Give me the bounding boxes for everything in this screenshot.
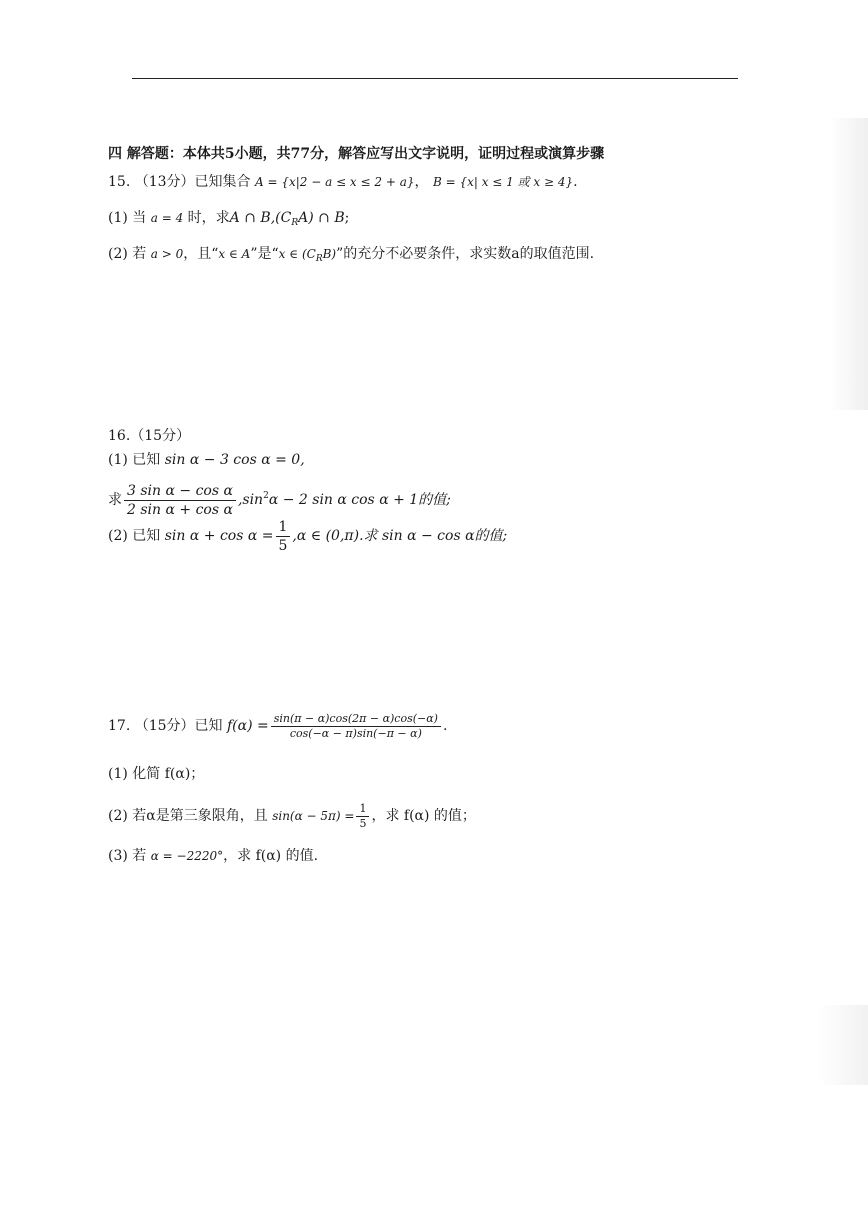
q15-p2-mid2: ”是“: [250, 246, 279, 262]
q17-p2-num: 1: [356, 802, 369, 817]
q15-title: 15. （13分）已知集合: [108, 174, 251, 190]
q15-p1-expr-b: A) ∩ B: [298, 210, 345, 226]
q15-set-a: A = {x|2 − a ≤ x ≤ 2 + a}: [254, 175, 415, 189]
q17-p2-eq: sin(α − 5π) =: [272, 809, 355, 823]
q17-p3-prefix: (3) 若: [108, 848, 147, 864]
q15-p1-mid: 时，求: [187, 210, 230, 226]
q17-part2: [108, 796, 476, 836]
q17-frac-den: cos(−α − π)sin(−π − α): [289, 726, 422, 740]
q16-title: 16.（15分）: [108, 428, 191, 444]
q16-p1-eq: sin α − 3 cos α = 0,: [164, 452, 305, 468]
q15-p1-end: ;: [344, 210, 350, 226]
q15-p1-expr-a: A ∩ B,(C: [229, 210, 292, 226]
q17-p2-end: ，求 f(α) 的值；: [371, 808, 476, 824]
q17-end: .: [442, 718, 448, 734]
q16-p2-fraction: [276, 518, 291, 555]
q16-p2-den: 5: [278, 537, 288, 554]
q16-ask: [108, 476, 451, 520]
q16-p1-prefix: (1) 已知: [108, 452, 161, 468]
q17-p2-den: 5: [359, 816, 367, 830]
q17-p2-fraction: [356, 802, 369, 831]
q15-end: .: [573, 174, 578, 190]
q15-p2-mid1: ，且“: [183, 246, 219, 262]
q15-p2-q1: x ∈ A: [218, 247, 251, 261]
q16-ask-label: 求: [108, 492, 122, 508]
q16-p2-eq: sin α + cos α =: [164, 528, 274, 544]
q15-p2-q2a: x ∈ (C: [278, 247, 316, 261]
q16-part1: [108, 450, 305, 470]
q17-p3-end: ，求 f(α) 的值.: [223, 848, 319, 864]
q16-part2: [108, 516, 507, 556]
q16-fraction: [124, 482, 236, 519]
q17-p2-prefix: (2) 若α是第三象限角，且: [108, 808, 268, 824]
q15-p2-cond: a > 0: [150, 247, 184, 261]
q17-frac-num: sin(π − α)cos(2π − α)cos(−α): [271, 712, 441, 727]
q16-expr2b: α − 2 sin α cos α + 1的值;: [268, 492, 451, 508]
q17-f-lhs: f(α) =: [226, 718, 269, 734]
q15-part1: [108, 208, 349, 233]
scan-edge-shadow: [830, 118, 868, 410]
section-heading: 四 解答题：本体共5小题，共77分，解答应写出文字说明，证明过程或演算步骤: [108, 146, 605, 162]
q16-expr2-sup: 2: [263, 491, 269, 501]
q17-title: 17. （15分）已知: [108, 718, 223, 734]
q15-p2-end: ”的充分不必要条件，求实数a的取值范围.: [336, 246, 595, 262]
q17-part3: [108, 846, 318, 866]
q16-p2-prefix: (2) 已知: [108, 528, 161, 544]
q17-p3-eq: α = −2220°: [150, 849, 224, 863]
q17-fraction: [271, 712, 441, 741]
q15-p1-cond: a = 4: [150, 211, 184, 225]
q17-stem: [108, 706, 447, 746]
q16-frac-num: 3 sin α − cos α: [124, 482, 236, 501]
header-rule: [132, 78, 738, 79]
q15-p1-prefix: (1) 当: [108, 210, 147, 226]
scan-edge-shadow-lower: [818, 1005, 868, 1085]
q15-p2-q2b: B): [322, 247, 337, 261]
q15-comma: ，: [414, 174, 429, 190]
q16-expr2a: ,sin: [237, 492, 264, 508]
q16-frac-den: 2 sin α + cos α: [127, 501, 233, 518]
q17-part1: (1) 化简 f(α)；: [108, 766, 205, 782]
q15-p1-sub: R: [291, 218, 299, 228]
q15-part2: [108, 244, 594, 269]
q15-p2-q2sub: R: [315, 254, 323, 264]
q16-p2-num: 1: [276, 518, 291, 537]
q16-p2-rest: ,α ∈ (0,π).求 sin α − cos α的值;: [292, 528, 508, 544]
q15-stem: [108, 172, 578, 192]
q15-set-b: B = {x| x ≤ 1 或 x ≥ 4}: [432, 175, 574, 189]
q15-p2-prefix: (2) 若: [108, 246, 147, 262]
